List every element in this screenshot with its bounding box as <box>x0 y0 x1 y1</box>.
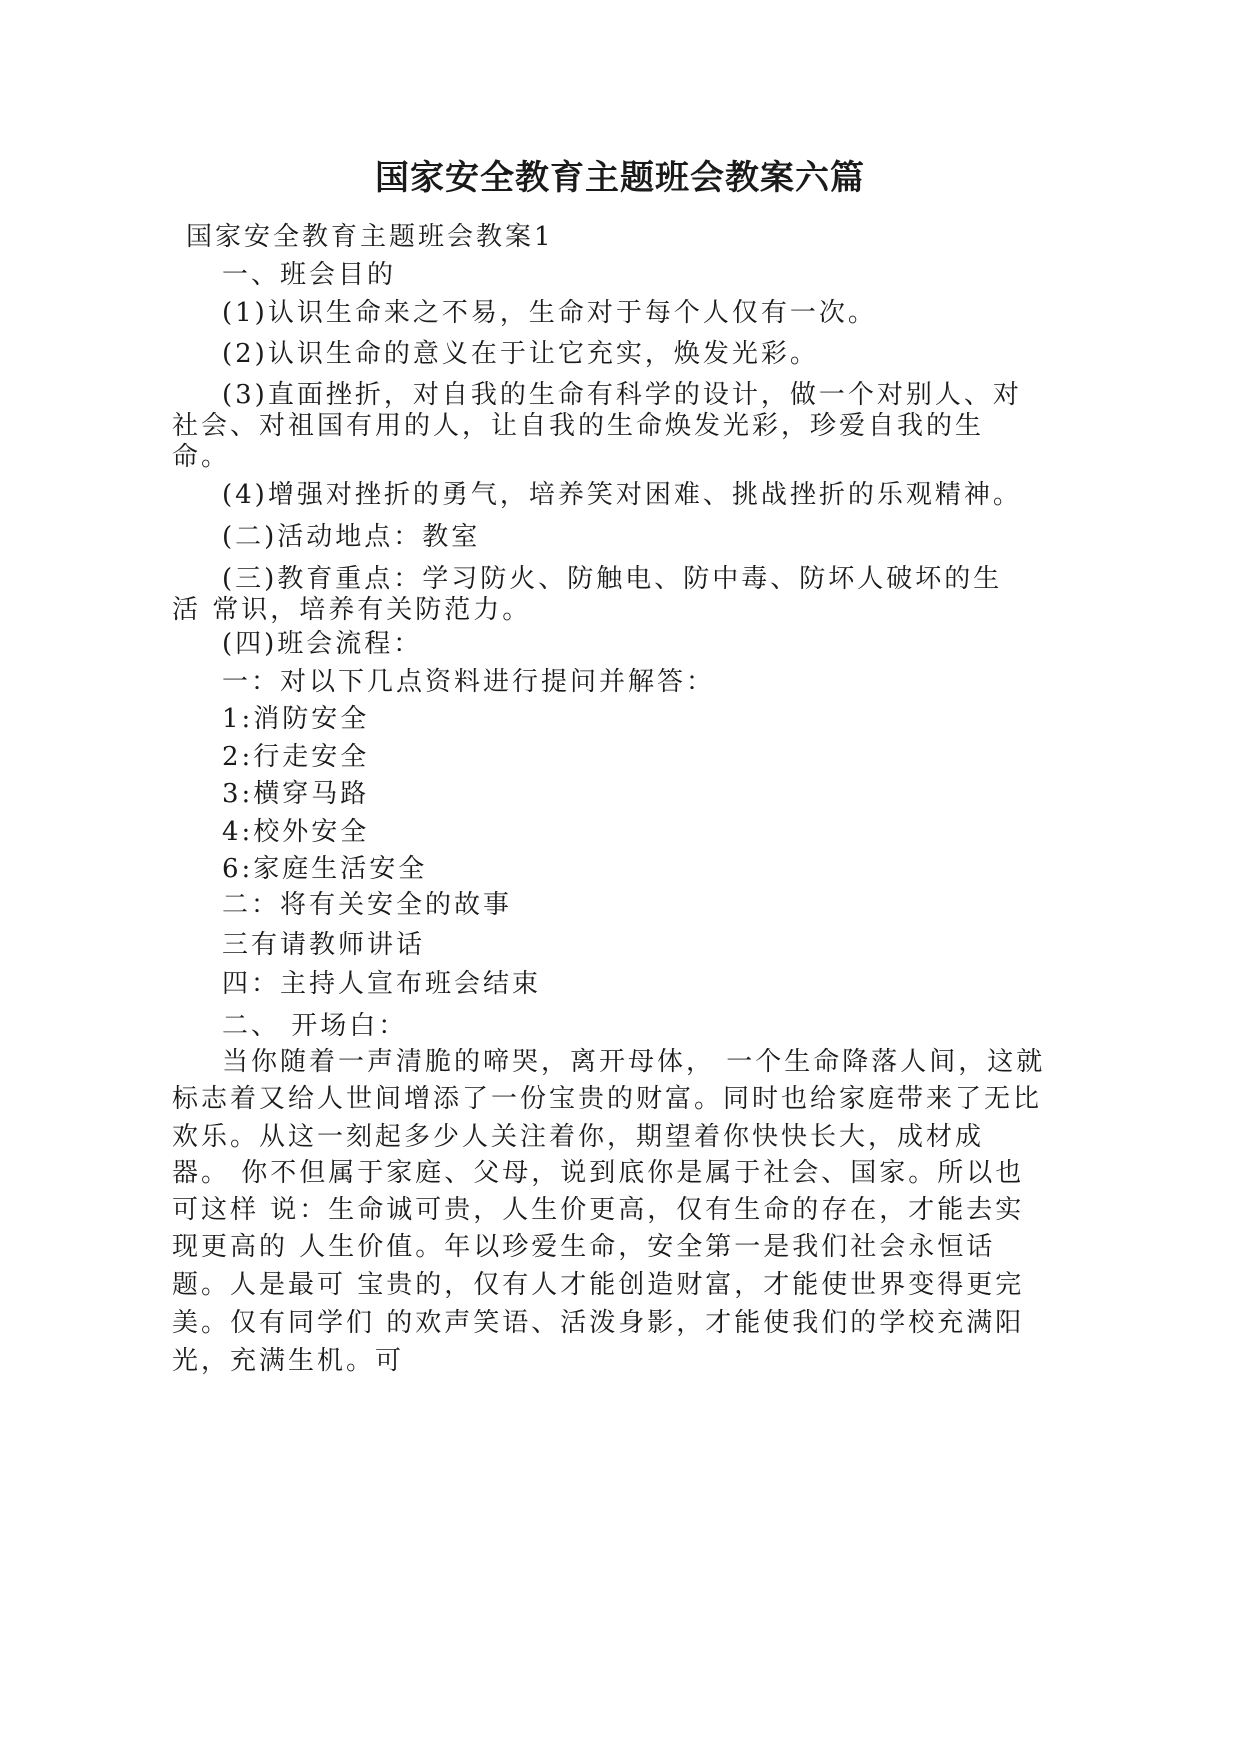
text-line: 命。 <box>172 442 231 472</box>
text-line: 6:家庭生活安全 <box>222 854 428 884</box>
text-line: (二)活动地点：教室 <box>222 522 481 552</box>
paragraph-line: 题。人是最可 宝贵的，仅有人才能创造财富，才能使世界变得更完 <box>172 1270 1025 1300</box>
text-line: 4:校外安全 <box>222 817 370 847</box>
paragraph-line: 美。仅有同学们 的欢声笑语、活泼身影，才能使我们的学校充满阳 <box>172 1308 1025 1338</box>
paragraph-line: 光，充满生机。可 <box>172 1346 405 1376</box>
paragraph-line: 可这样 说：生命诚可贵，人生价更高，仅有生命的存在，才能去实 <box>172 1195 1025 1225</box>
text-line: (4)增强对挫折的勇气，培养笑对困难、挑战挫折的乐观精神。 <box>222 480 1022 510</box>
text-line: (2)认识生命的意义在于让它充实，焕发光彩。 <box>222 339 819 369</box>
text-line: 2:行走安全 <box>222 742 370 772</box>
text-line: 3:横穿马路 <box>222 779 370 809</box>
paragraph-line: 当你随着一声清脆的啼哭，离开母体， 一个生命降落人间，这就 <box>222 1047 1046 1077</box>
text-line: 1:消防安全 <box>222 704 370 734</box>
paragraph-line: 标志着又给人世间增添了一份宝贵的财富。同时也给家庭带来了无比 <box>172 1084 1043 1114</box>
text-line: 四：主持人宣布班会结束 <box>222 969 542 999</box>
text-line: (3)直面挫折，对自我的生命有科学的设计，做一个对别人、对 <box>222 380 1022 410</box>
text-line: 一：对以下几点资料进行提问并解答： <box>222 667 716 697</box>
document-title: 国家安全教育主题班会教案六篇 <box>375 158 865 198</box>
paragraph-line: 欢乐。从这一刻起多少人关注着你，期望着你快快长大，成材成 <box>172 1122 985 1152</box>
text-line: (三)教育重点：学习防火、防触电、防中毒、防坏人破坏的生 <box>222 564 1003 594</box>
text-line: (四)班会流程： <box>222 629 423 659</box>
text-line: 二：将有关安全的故事 <box>222 890 513 920</box>
text-line: (1)认识生命来之不易，生命对于每个人仅有一次。 <box>222 298 877 328</box>
text-line: 活 常识，培养有关防范力。 <box>172 595 532 625</box>
text-line: 三有请教师讲话 <box>222 930 426 960</box>
text-line: 二、 开场白： <box>222 1011 408 1041</box>
paragraph-line: 器。 你不但属于家庭、父母，说到底你是属于社会、国家。所以也 <box>172 1158 1025 1188</box>
paragraph-line: 现更高的 人生价值。年以珍爱生命，安全第一是我们社会永恒话 <box>172 1232 996 1262</box>
text-line: 社会、对祖国有用的人，让自我的生命焕发光彩，珍爱自我的生 <box>172 411 985 441</box>
text-line: 一、班会目的 <box>222 260 397 290</box>
section-heading-1: 国家安全教育主题班会教案1 <box>186 222 554 252</box>
